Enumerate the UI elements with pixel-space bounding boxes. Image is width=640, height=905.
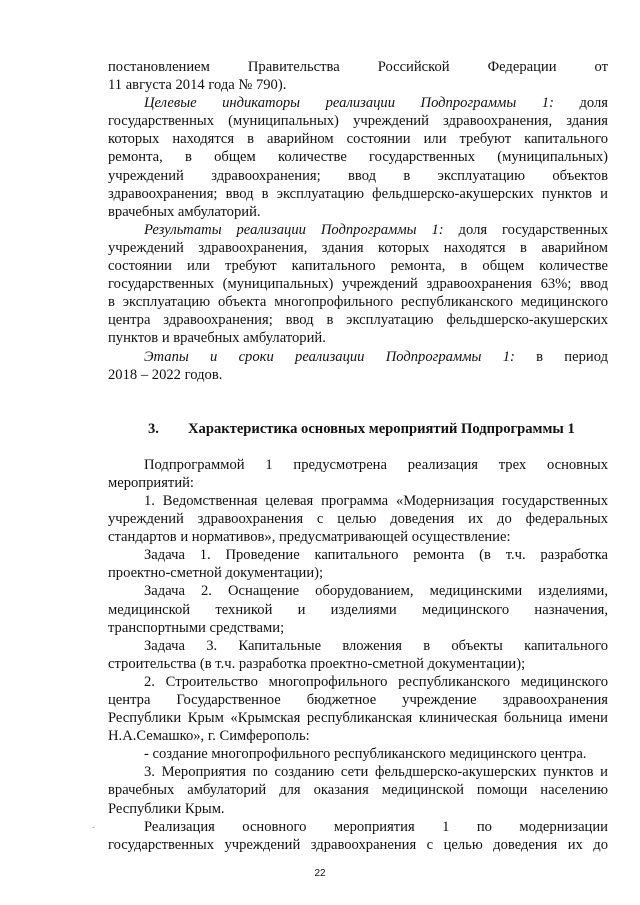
text-run: в период bbox=[514, 348, 608, 365]
text-line: ремонта, в общем количестве государственных (муниципальных) bbox=[108, 149, 608, 166]
text-line: которых находятся в аварийном состоянии или требуют капитального bbox=[108, 131, 608, 148]
text-line: строительства (в т.ч. разработка проектно-сметной документации); bbox=[108, 655, 526, 672]
text-line: центра Государственное бюджетное учреждение здравоохранения bbox=[108, 692, 608, 708]
text-run: доля bbox=[553, 95, 608, 112]
section-heading bbox=[148, 420, 608, 438]
text-line: Республики Крым. bbox=[108, 800, 225, 817]
text-line: учреждений здравоохранения с целью доведения их до федеральных bbox=[108, 511, 608, 528]
text-line: государственных (муниципальных) учреждений здравоохранения, здания bbox=[108, 113, 608, 130]
text-line: транспортными средствами; bbox=[108, 619, 285, 636]
text-line: мероприятий: bbox=[108, 474, 194, 491]
text-line: стандартов и нормативов», предусматривающей осуществление: bbox=[108, 529, 511, 546]
text-line: Республики Крым «Крымская республиканская клиническая больница имени bbox=[108, 710, 608, 727]
text-line: 11 августа 2014 года № 790). bbox=[108, 77, 287, 94]
text-line: пунктов и врачебных амбулаторий. bbox=[108, 330, 326, 347]
text-line: медицинской техникой и изделиями медицинского назначения, bbox=[108, 601, 608, 618]
text-line: учреждений здравоохранения; ввод в эксплуатацию объектов bbox=[108, 167, 608, 184]
text-line bbox=[108, 348, 608, 366]
text-line: государственных (муниципальных) учреждений здравоохранения 63%; ввод bbox=[108, 276, 608, 293]
text-line: 2. Строительство многопрофильного республиканского медицинского bbox=[144, 673, 608, 690]
text-line: Задача 2. Оснащение оборудованием, медицинскими изделиями, bbox=[144, 583, 608, 600]
text-line: в эксплуатацию объекта многопрофильного республиканского медицинского bbox=[108, 294, 608, 311]
text-line: - создание многопрофильного республиканского медицинского центра. bbox=[144, 746, 587, 763]
section-title: Характеристика основных мероприятий Подпрограммы 1 bbox=[188, 420, 575, 437]
text-line: 3. Мероприятия по созданию сети фельдшерско-акушерских пунктов и bbox=[144, 764, 608, 781]
text-line: государственных учреждений здравоохранения с целью доведения их до bbox=[108, 836, 608, 853]
text-line: состоянии или требуют капитального ремонта, в общем количестве bbox=[108, 258, 608, 275]
text-line: врачебных амбулаторий. bbox=[108, 203, 261, 220]
text-line: учреждений здравоохранения, здания которых находятся в аварийном bbox=[108, 239, 608, 256]
italic-phrase: Этапы и сроки реализации Подпрограммы 1: bbox=[144, 348, 515, 365]
text-line: 1. Ведомственная целевая программа «Модернизация государственных bbox=[144, 492, 608, 509]
section-number: 3. bbox=[148, 420, 159, 437]
text-line: Подпрограммой 1 предусмотрена реализация трех основных bbox=[144, 456, 608, 473]
text-line: Задача 3. Капитальные вложения в объекты капитального bbox=[144, 637, 608, 654]
text-line: Задача 1. Проведение капитального ремонта (в т.ч. разработка bbox=[144, 547, 608, 564]
body-text bbox=[108, 58, 608, 854]
text-line: Реализация основного мероприятия 1 по модернизации bbox=[144, 818, 608, 835]
text-line: Н.А.Семашко», г. Симферополь: bbox=[108, 728, 310, 745]
text-line: 2018 – 2022 годов. bbox=[108, 366, 223, 383]
spacer bbox=[108, 438, 608, 456]
text-line bbox=[108, 221, 608, 239]
text-line: проектно-сметной документации); bbox=[108, 565, 324, 582]
italic-phrase: Результаты реализации Подпрограммы 1: bbox=[144, 221, 444, 238]
text-line bbox=[108, 94, 608, 112]
italic-phrase: Целевые индикаторы реализации Подпрограммы 1: bbox=[144, 95, 554, 112]
text-line: постановлением Правительства Российской Федерации от bbox=[108, 59, 608, 75]
text-line: врачебных амбулаторий для оказания медицинской помощи населению bbox=[108, 782, 608, 799]
spacer bbox=[108, 384, 608, 420]
text-line: здравоохранения; ввод в эксплуатацию фельдшерско-акушерских пунктов и bbox=[108, 185, 608, 202]
text-line: центра здравоохранения; ввод в эксплуатацию фельдшерско-акушерских bbox=[108, 312, 608, 329]
page-number: 22 bbox=[314, 868, 326, 879]
margin-mark: - bbox=[92, 822, 95, 832]
text-run: доля государственных bbox=[443, 221, 608, 238]
